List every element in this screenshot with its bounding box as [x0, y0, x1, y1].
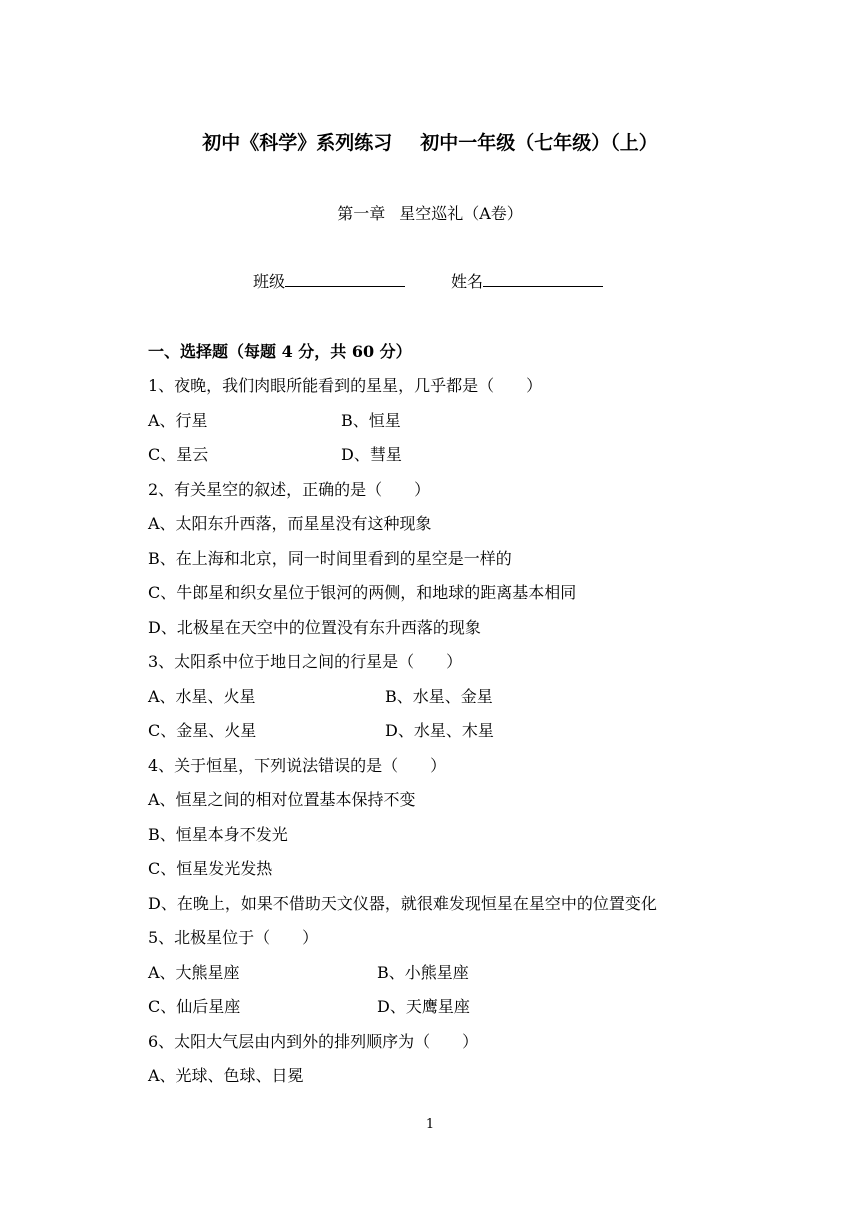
- section-title: 一、选择题（每题 4 分，共 60 分）: [148, 342, 412, 361]
- question-stem: 2、有关星空的叙述，正确的是（ ）: [148, 480, 431, 499]
- page-title: [0, 128, 860, 155]
- option: C、牛郎星和织女星位于银河的两侧，和地球的距离基本相同: [148, 583, 577, 602]
- question-stem: 6、太阳大气层由内到外的排列顺序为（ ）: [148, 1032, 479, 1051]
- option: C、金星、火星: [148, 721, 257, 740]
- option: D、水星、木星: [385, 721, 494, 740]
- option: A、光球、色球、日冕: [148, 1066, 304, 1085]
- chapter-number: 第一章: [337, 204, 386, 223]
- option: B、恒星: [341, 411, 401, 430]
- option: C、仙后星座: [148, 997, 241, 1016]
- chapter-heading: [0, 201, 860, 224]
- option: D、北极星在天空中的位置没有东升西落的现象: [148, 618, 481, 637]
- option: B、水星、金星: [385, 687, 493, 706]
- option: A、太阳东升西落，而星星没有这种现象: [148, 514, 432, 533]
- name-blank: [483, 272, 603, 287]
- option: B、在上海和北京，同一时间里看到的星空是一样的: [148, 549, 512, 568]
- question-stem: 4、关于恒星，下列说法错误的是（ ）: [148, 756, 447, 775]
- student-info-row: [253, 269, 603, 292]
- option: D、彗星: [341, 445, 402, 464]
- grade-title: 初中一年级（七年级）（上）: [420, 132, 658, 154]
- option: A、行星: [148, 411, 208, 430]
- option-row: [148, 408, 208, 431]
- class-label: 班级: [253, 272, 286, 291]
- class-blank: [285, 272, 405, 287]
- chapter-title: 星空巡礼（A卷）: [399, 204, 523, 223]
- option: C、星云: [148, 445, 209, 464]
- option: B、小熊星座: [377, 963, 469, 982]
- question-stem: 5、北极星位于（ ）: [148, 928, 319, 947]
- series-title: 初中《科学》系列练习: [202, 132, 393, 154]
- page-number: 1: [425, 1117, 435, 1132]
- option: A、大熊星座: [148, 963, 240, 982]
- option: B、恒星本身不发光: [148, 825, 288, 844]
- option: D、天鹰星座: [377, 997, 470, 1016]
- option: A、恒星之间的相对位置基本保持不变: [148, 790, 416, 809]
- option: D、在晚上，如果不借助天文仪器，就很难发现恒星在星空中的位置变化: [148, 894, 657, 913]
- option: C、恒星发光发热: [148, 859, 273, 878]
- name-label: 姓名: [451, 272, 484, 291]
- question-stem: 1、夜晚，我们肉眼所能看到的星星，几乎都是（ ）: [148, 376, 543, 395]
- question-stem: 3、太阳系中位于地日之间的行星是（ ）: [148, 652, 463, 671]
- option: A、水星、火星: [148, 687, 256, 706]
